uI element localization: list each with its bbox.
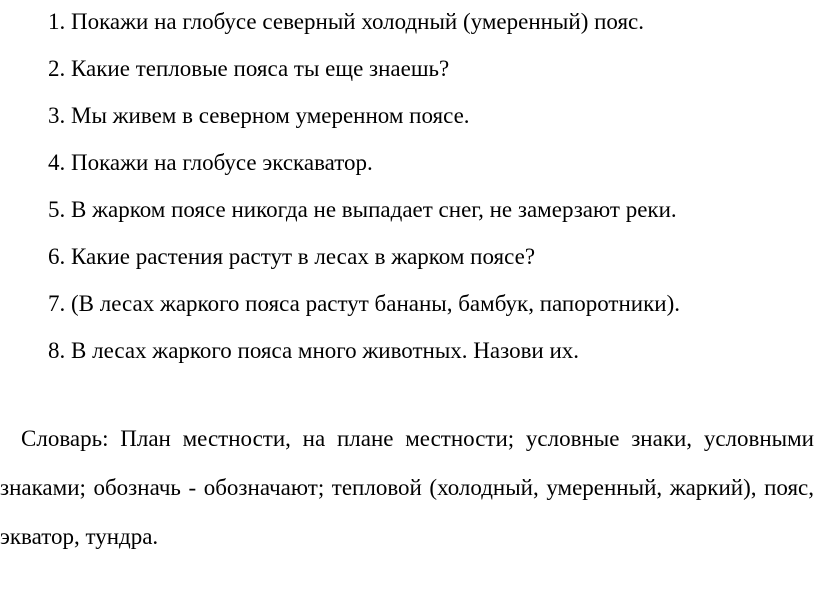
question-list	[48, 0, 680, 374]
vocabulary-paragraph: Словарь: План местности, на плане местности; условные знаки, условными знаками; обозначь - обозначают; тепловой (холодный, умеренный, жаркий), пояс, экватор, тундра.	[0, 426, 814, 549]
question-item: 1. Покажи на глобусе северный холодный (умеренный) пояс.	[48, 9, 645, 34]
question-item: 3. Мы живем в северном умеренном поясе.	[48, 103, 470, 128]
question-item: 2. Какие тепловые пояса ты еще знаешь?	[48, 56, 450, 81]
question-item: 6. Какие растения растут в лесах в жарком поясе?	[48, 244, 536, 269]
question-item: 7. (В лесах жаркого пояса растут бананы, бамбук, папоротники).	[48, 291, 680, 316]
question-item: 8. В лесах жаркого пояса много животных. Назови их.	[48, 338, 580, 363]
question-item: 4. Покажи на глобусе экскаватор.	[48, 150, 373, 175]
question-item: 5. В жарком поясе никогда не выпадает снег, не замерзают реки.	[48, 197, 677, 222]
